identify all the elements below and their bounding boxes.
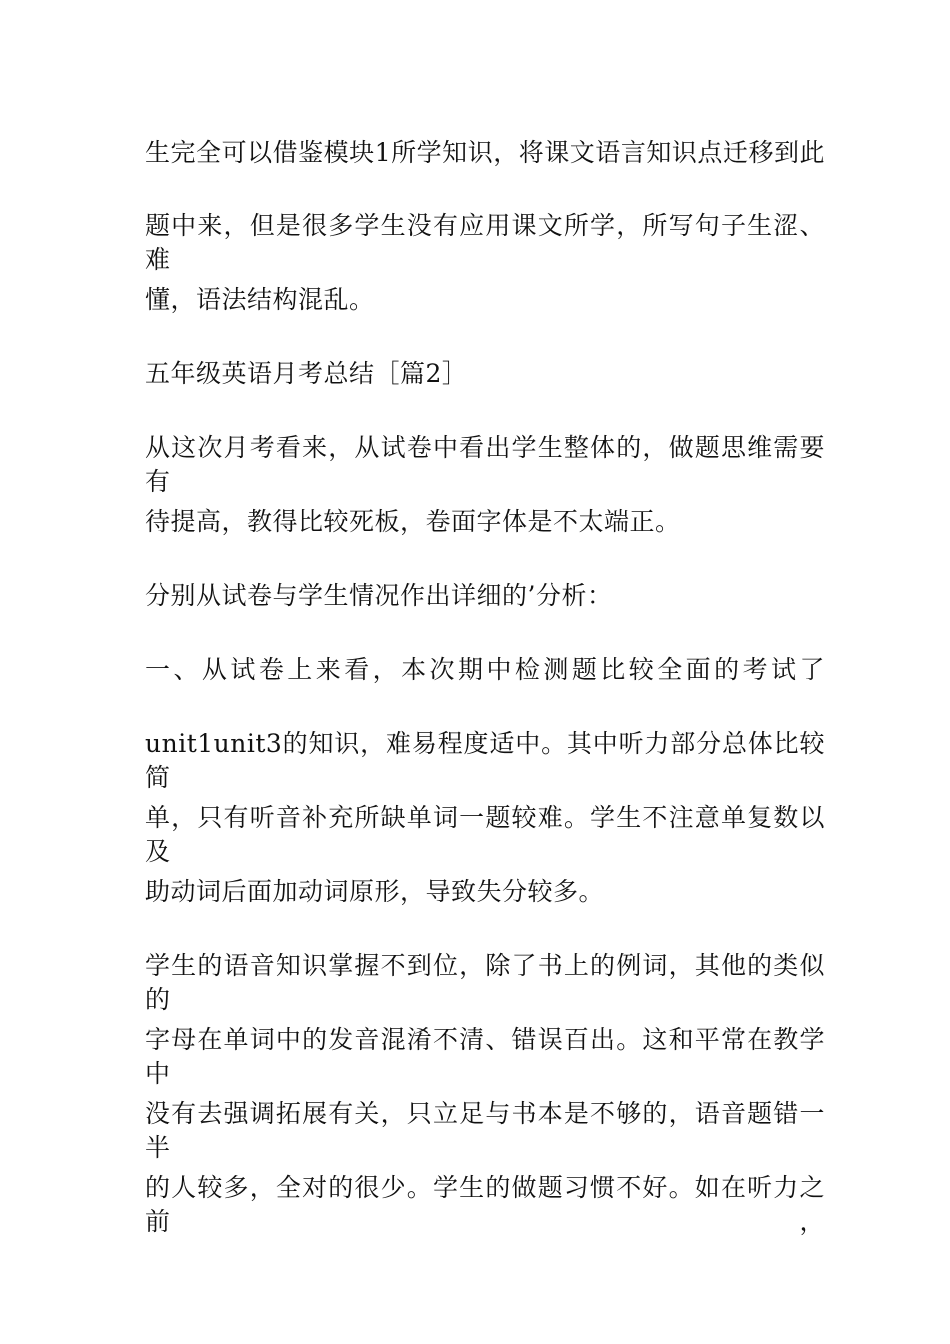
text-line: 的人较多，全对的很少。学生的做题习惯不好。如在听力之前， [145,1173,825,1236]
text-line: 待提高，教得比较死板，卷面字体是不太端正。 [145,507,681,536]
text-line: unit1unit3的知识，难易程度适中。其中听力部分总体比较简 [145,729,825,792]
text-line: 单，只有听音补充所缺单词一题较难。学生不注意单复数以及 [145,803,825,866]
text-line: 没有去强调拓展有关，只立足与书本是不够的，语音题错一半 [145,1099,825,1162]
section-heading: 五年级英语月考总结［篇2］ [145,359,468,388]
text-line: 学生的语音知识掌握不到位，除了书上的例词，其他的类似的 [145,951,825,1014]
text-line: 分别从试卷与学生情况作出详细的’分析： [145,581,613,610]
text-line: 题中来，但是很多学生没有应用课文所学，所写句子生涩、难 [145,211,825,274]
text-line: 一、从试卷上来看，本次期中检测题比较全面的考试了 [145,655,825,684]
text-line: 助动词后面加动词原形，导致失分较多。 [145,877,605,906]
text-line: 生完全可以借鉴模块1所学知识，将课文语言知识点迁移到此 [145,138,825,167]
text-line: 从这次月考看来，从试卷中看出学生整体的，做题思维需要有 [145,433,825,496]
text-line: 字母在单词中的发音混淆不清、错误百出。这和平常在教学中 [145,1025,825,1088]
text-line: 懂，语法结构混乱。 [145,285,375,314]
